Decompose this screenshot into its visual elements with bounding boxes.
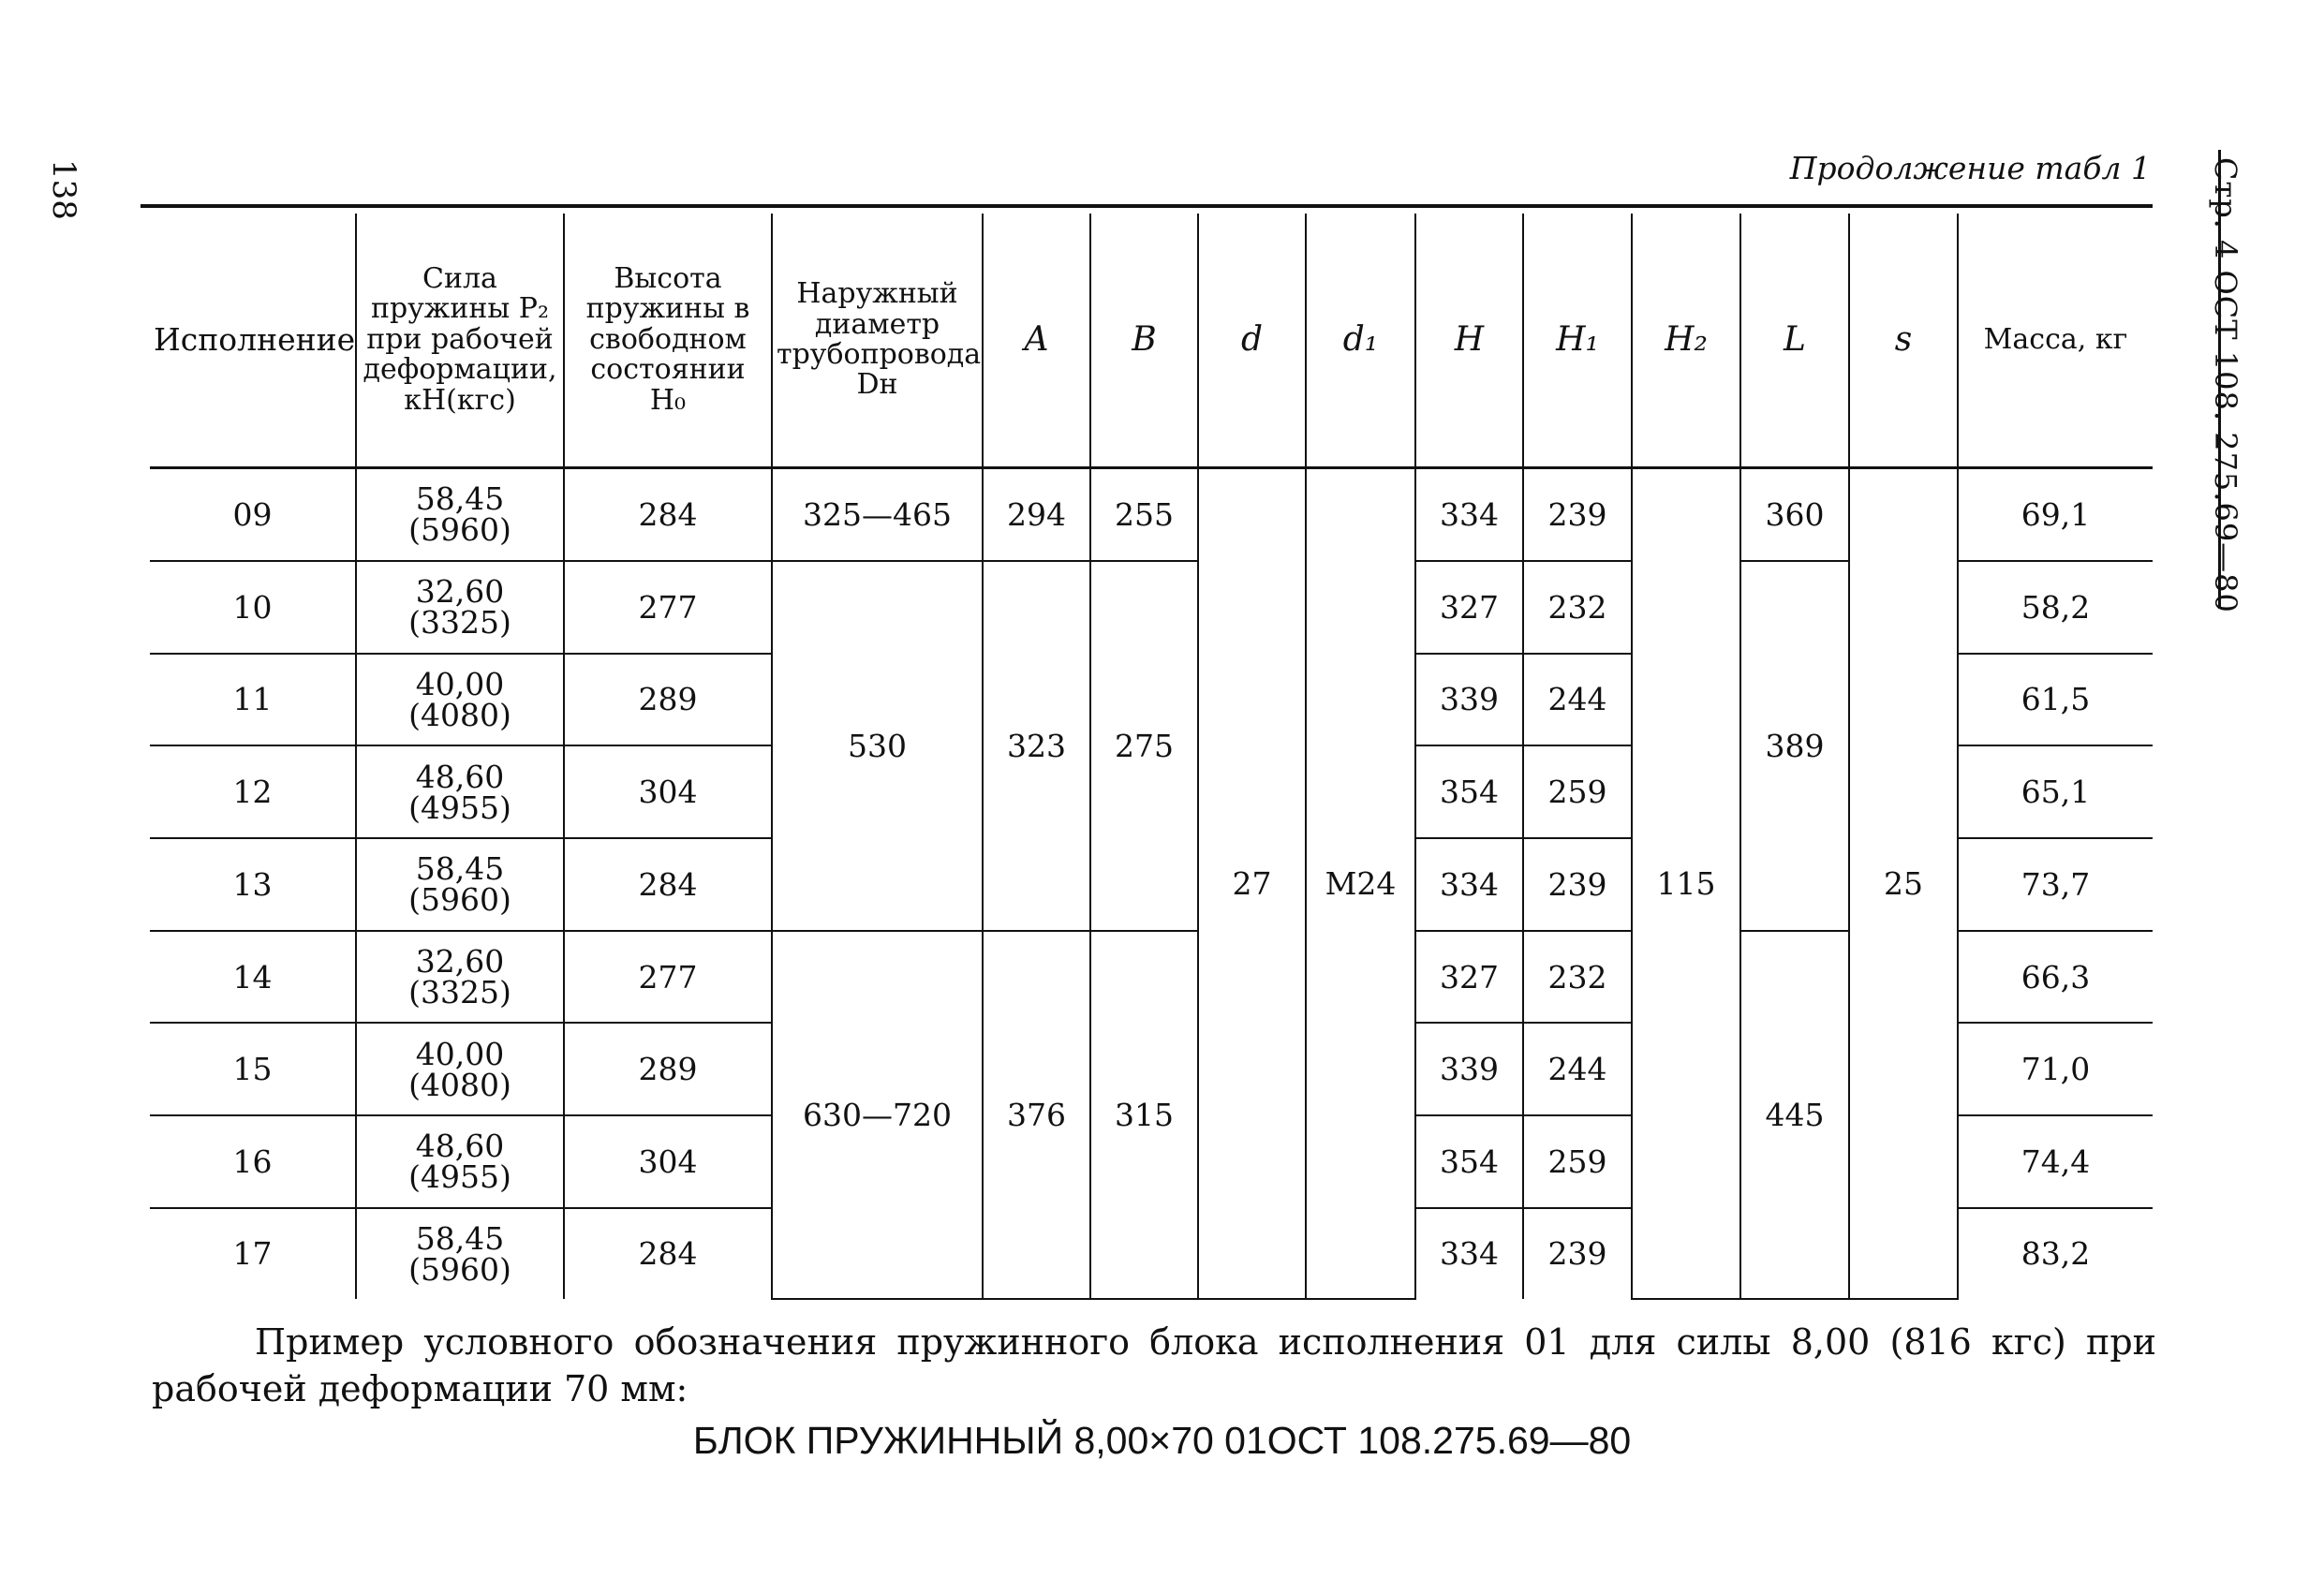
b-cell: 315: [1090, 931, 1198, 1299]
h-cell: 354: [1415, 745, 1523, 838]
h-cell: 354: [1415, 1115, 1523, 1208]
force-value: 58,45: [415, 1219, 505, 1257]
height-cell: 277: [564, 561, 772, 654]
force-value: 32,60: [415, 943, 505, 980]
mass-cell: 71,0: [1958, 1023, 2153, 1115]
version-cell: 11: [150, 654, 356, 746]
h1-cell: 259: [1523, 745, 1632, 838]
force-cell: [356, 1023, 564, 1115]
height-cell: 304: [564, 1115, 772, 1208]
force-cell: [356, 468, 564, 561]
col-a-header: A: [983, 214, 1090, 468]
force-cell: [356, 745, 564, 838]
force-kgf-value: (4080): [408, 696, 511, 733]
d1-cell: M24: [1306, 468, 1415, 1300]
mass-cell: 58,2: [1958, 561, 2153, 654]
s-cell: 25: [1849, 468, 1958, 1300]
b-cell: 275: [1090, 561, 1198, 931]
h-cell: 339: [1415, 654, 1523, 746]
h1-cell: 239: [1523, 1208, 1632, 1299]
force-value: 40,00: [415, 665, 505, 702]
version-cell: 13: [150, 838, 356, 931]
h-cell: 339: [1415, 1023, 1523, 1115]
a-cell: 294: [983, 468, 1090, 561]
b-cell: 255: [1090, 468, 1198, 561]
page-number: 138: [45, 159, 82, 220]
force-value: 58,45: [415, 480, 505, 518]
mass-cell: 66,3: [1958, 931, 2153, 1024]
h-cell: 334: [1415, 468, 1523, 561]
height-cell: 304: [564, 745, 772, 838]
force-value: 40,00: [415, 1035, 505, 1072]
table-row: [150, 468, 2153, 561]
h-cell: 334: [1415, 1208, 1523, 1299]
diameter-cell: 325—465: [772, 468, 983, 561]
col-force-header: Сила пружины P₂ при рабочей деформации, кН(кгс): [356, 214, 564, 468]
h1-cell: 232: [1523, 931, 1632, 1024]
version-cell: 12: [150, 745, 356, 838]
h1-cell: 239: [1523, 838, 1632, 931]
force-value: 48,60: [415, 1128, 505, 1165]
h1-cell: 244: [1523, 654, 1632, 746]
col-mass-header: Масса, кг: [1958, 214, 2153, 468]
version-cell: 14: [150, 931, 356, 1024]
table-header-row: [150, 214, 2153, 468]
force-kgf-value: (3325): [408, 604, 511, 642]
force-cell: [356, 561, 564, 654]
height-cell: 284: [564, 1208, 772, 1299]
side-standard-label: Стр. 4 ОСТ 108. 275.69—80: [2208, 157, 2243, 613]
table-continuation-label: Продолжение табл 1: [1789, 150, 2151, 186]
col-diameter-header: Наружный диаметр трубопровода Dн: [772, 214, 983, 468]
designation-example-text: Пример условного обозначения пружинного блока исполнения 01 для силы 8,00 (816 кгс) при рабочей деформации 70 мм:: [152, 1321, 2156, 1410]
h2-cell: 115: [1632, 468, 1740, 1300]
col-version-header: Исполнение: [150, 214, 356, 468]
height-cell: 277: [564, 931, 772, 1024]
diameter-cell: 530: [772, 561, 983, 931]
mass-cell: 61,5: [1958, 654, 2153, 746]
force-cell: [356, 838, 564, 931]
col-d-header: d: [1198, 214, 1306, 468]
force-kgf-value: (3325): [408, 974, 511, 1010]
force-kgf-value: (4080): [408, 1066, 511, 1103]
height-cell: 289: [564, 1023, 772, 1115]
force-cell: [356, 931, 564, 1024]
table-top-rule: [141, 204, 2153, 208]
mass-cell: 73,7: [1958, 838, 2153, 931]
version-cell: 16: [150, 1115, 356, 1208]
force-kgf-value: (5960): [408, 511, 511, 549]
col-h2-header: H₂: [1632, 214, 1740, 468]
force-cell: [356, 654, 564, 746]
l-cell: 389: [1740, 561, 1849, 931]
a-cell: 323: [983, 561, 1090, 931]
col-h-header: H: [1415, 214, 1523, 468]
version-cell: 09: [150, 468, 356, 561]
force-value: 58,45: [415, 850, 505, 888]
a-cell: 376: [983, 931, 1090, 1299]
h-cell: 327: [1415, 931, 1523, 1024]
force-kgf-value: (4955): [408, 1158, 511, 1196]
h1-cell: 232: [1523, 561, 1632, 654]
mass-cell: 74,4: [1958, 1115, 2153, 1208]
force-kgf-value: (5960): [408, 1250, 511, 1288]
version-cell: 10: [150, 561, 356, 654]
force-cell: [356, 1115, 564, 1208]
col-l-header: L: [1740, 214, 1849, 468]
mass-cell: 83,2: [1958, 1208, 2153, 1299]
col-b-header: B: [1090, 214, 1198, 468]
h1-cell: 244: [1523, 1023, 1632, 1115]
h-cell: 334: [1415, 838, 1523, 931]
version-cell: 17: [150, 1208, 356, 1299]
mass-cell: 65,1: [1958, 745, 2153, 838]
l-cell: 445: [1740, 931, 1849, 1299]
col-height-header: Высота пружины в свободном состоянии H₀: [564, 214, 772, 468]
height-cell: 284: [564, 838, 772, 931]
height-cell: 284: [564, 468, 772, 561]
force-kgf-value: (4955): [408, 789, 511, 826]
h-cell: 327: [1415, 561, 1523, 654]
force-cell: [356, 1208, 564, 1299]
force-value: 32,60: [415, 573, 505, 611]
force-kgf-value: (5960): [408, 881, 511, 919]
h1-cell: 239: [1523, 468, 1632, 561]
col-d1-header: d₁: [1306, 214, 1415, 468]
designation-code: БЛОК ПРУЖИННЫЙ 8,00×70 01ОСТ 108.275.69—80: [692, 1419, 1632, 1462]
spring-block-table: [150, 214, 2153, 1300]
height-cell: 289: [564, 654, 772, 746]
col-h1-header: H₁: [1523, 214, 1632, 468]
diameter-cell: 630—720: [772, 931, 983, 1299]
h1-cell: 259: [1523, 1115, 1632, 1208]
mass-cell: 69,1: [1958, 468, 2153, 561]
d-cell: 27: [1198, 468, 1306, 1300]
l-cell: 360: [1740, 468, 1849, 561]
force-value: 48,60: [415, 758, 505, 795]
version-cell: 15: [150, 1023, 356, 1115]
col-s-header: s: [1849, 214, 1958, 468]
